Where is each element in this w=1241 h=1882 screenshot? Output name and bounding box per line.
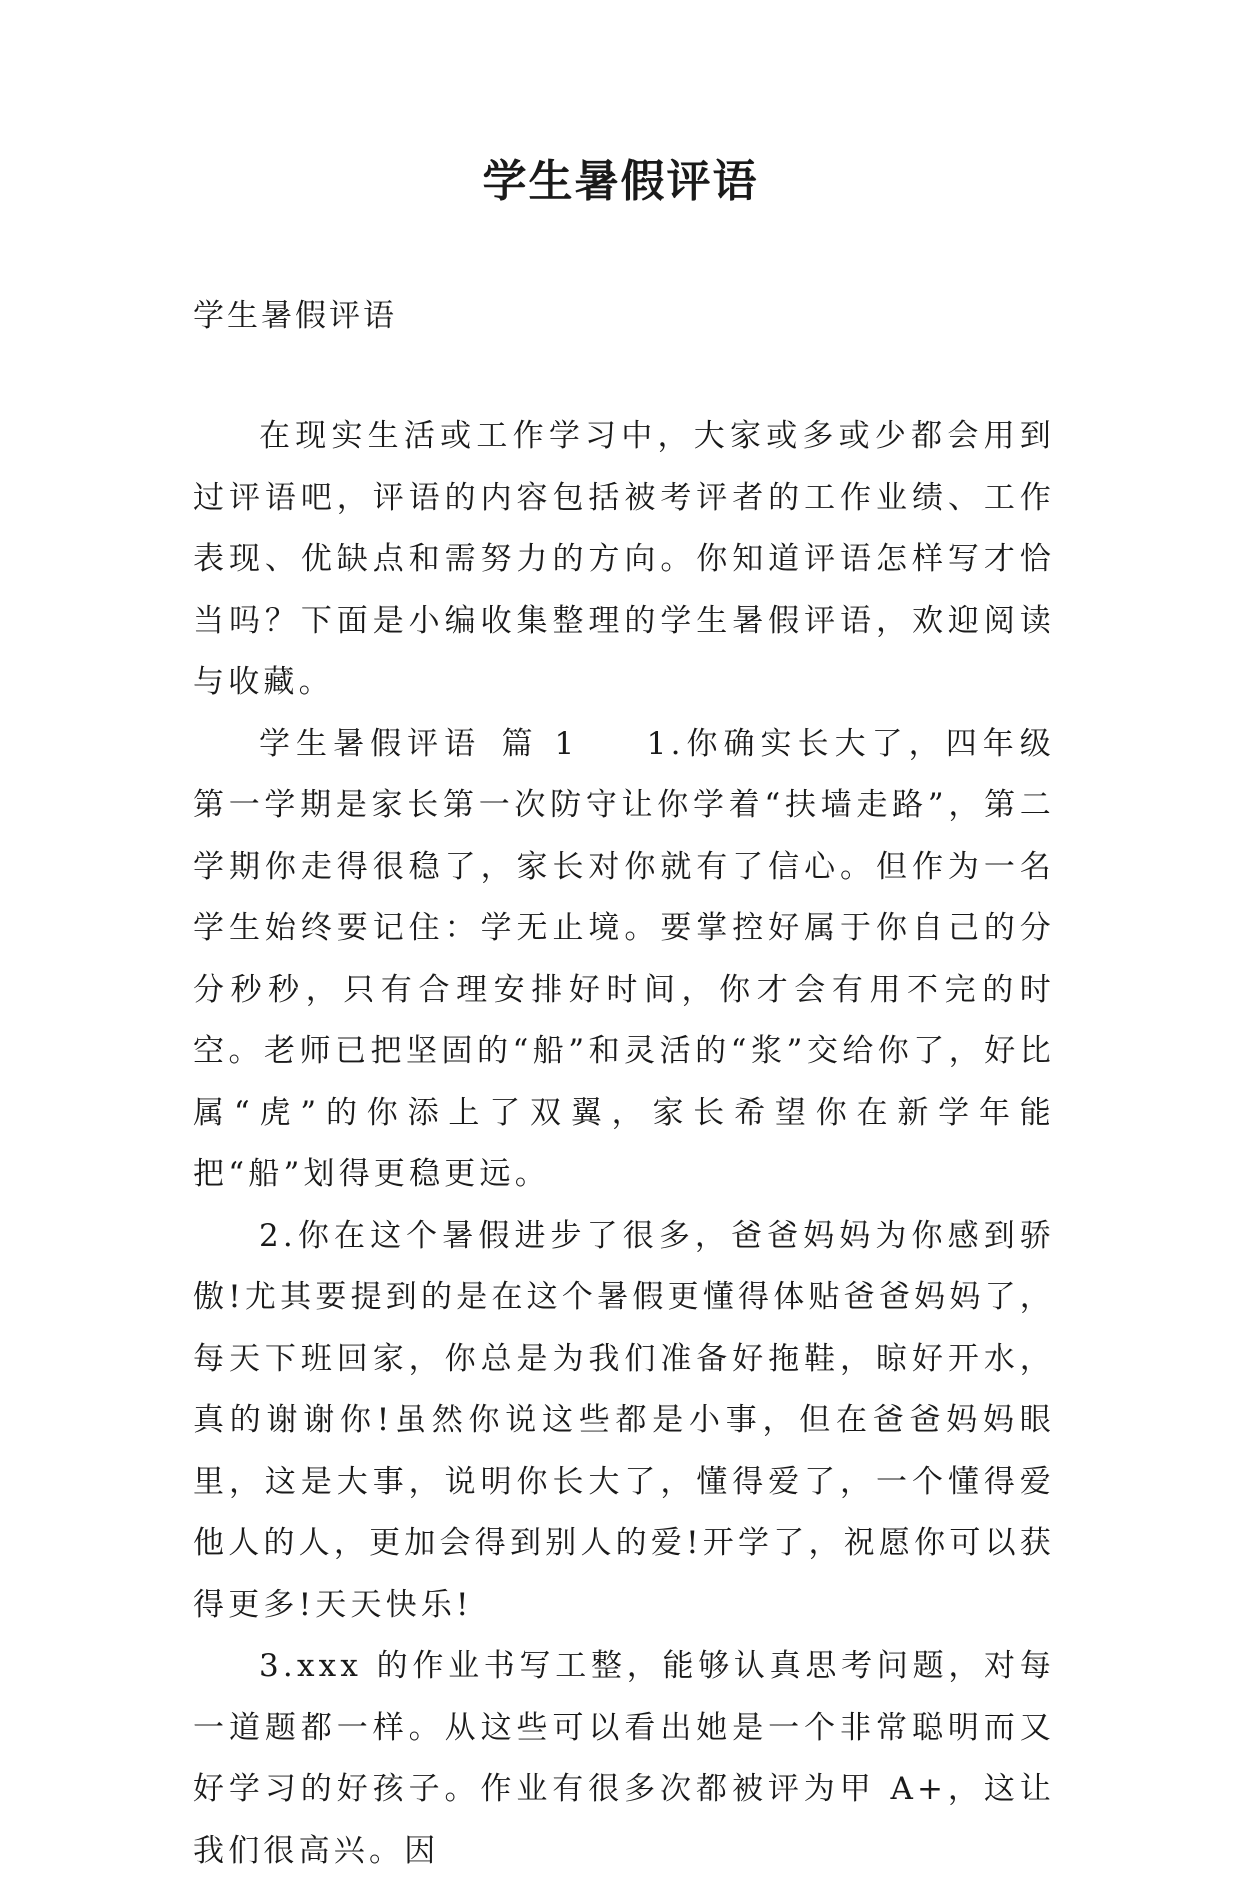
intro-paragraph: 在现实生活或工作学习中，大家或多或少都会用到过评语吧，评语的内容包括被考评者的工作业绩、工作表现、优缺点和需努力的方向。你知道评语怎样写才恰当吗？下面是小编收集整理的学生暑假评语，欢迎阅读与收藏。	[193, 418, 1055, 700]
comment-item-2: 2.你在这个暑假进步了很多，爸爸妈妈为你感到骄傲!尤其要提到的是在这个暑假更懂得体贴爸爸妈妈了，每天下班回家，你总是为我们准备好拖鞋，晾好开水，真的谢谢你!虽然你说这些都是小事，但在爸爸妈妈眼里，这是大事，说明你长大了，懂得爱了，一个懂得爱他人的人，更加会得到别人的爱!开学了，祝愿你可以获得更多!天天快乐!	[193, 1217, 1055, 1623]
section-heading: 学生暑假评语	[259, 725, 482, 762]
section-1-paragraph	[193, 714, 1055, 1206]
section-label: 篇 1	[499, 725, 579, 762]
document-title: 学生暑假评语	[482, 156, 759, 207]
document-body	[193, 406, 1055, 1882]
document-subtitle: 学生暑假评语	[193, 298, 397, 334]
comment-item-3: 3.xxx 的作业书写工整，能够认真思考问题，对每一道题都一样。从这些可以看出她是一个非常聪明而又好学习的好孩子。作业有很多次都被评为甲 A+，这让我们很高兴。因	[193, 1648, 1055, 1869]
comment-item-1: 1.你确实长大了，四年级第一学期是家长第一次防守让你学着“扶墙走路”，第二学期你走得很稳了，家长对你就有了信心。但作为一名学生始终要记住：学无止境。要掌控好属于你自己的分分秒秒，只有合理安排好时间，你才会有用不完的时空。老师已把坚固的“船”和灵活的“浆”交给你了，好比属“虎”的你添上了双翼，家长希望你在新学年能把“船”划得更稳更远。	[193, 725, 1055, 1192]
